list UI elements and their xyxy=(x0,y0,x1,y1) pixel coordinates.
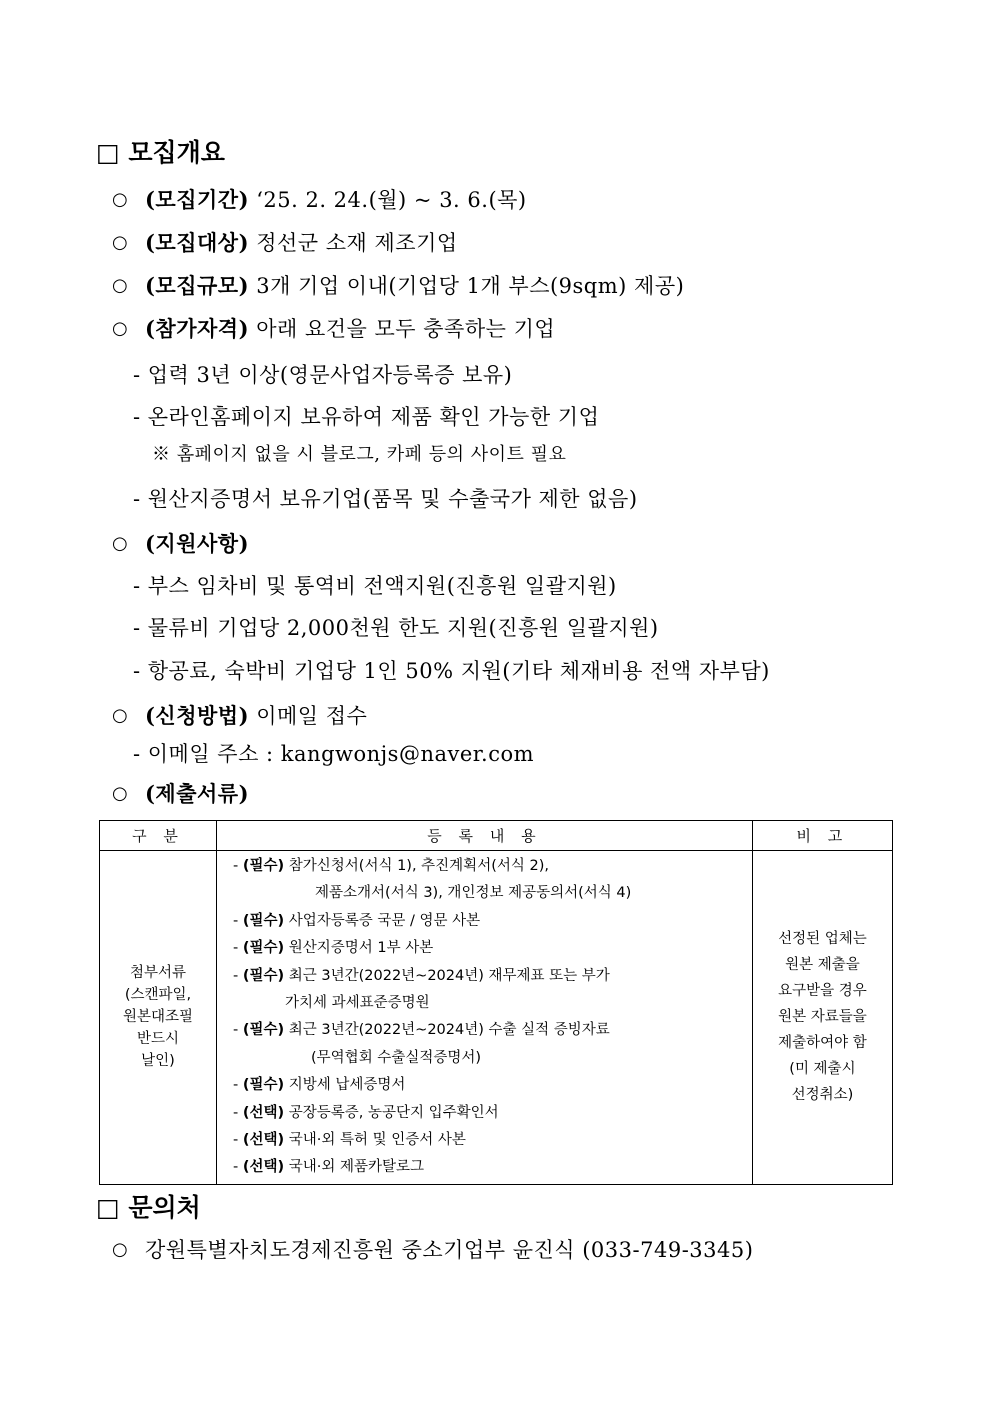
bullet-icon: ○ xyxy=(112,275,128,296)
section-heading-recruit: □ 모집개요 xyxy=(96,138,225,167)
bullet-icon: ○ xyxy=(112,318,128,339)
qualification-item: - 원산지증명서 보유기업(품목 및 수출국가 제한 없음) xyxy=(133,487,638,511)
bullet-icon: ○ xyxy=(112,783,128,804)
dash: - xyxy=(233,940,239,957)
apply-line xyxy=(145,702,367,730)
apply-label: (신청방법) xyxy=(145,703,250,728)
item-text: 원산지증명서 1부 사본 xyxy=(288,940,434,957)
category-text: (스캔파일, xyxy=(124,987,192,1004)
target-label: (모집대상) xyxy=(145,230,250,255)
list-item-cont: 가치세 과세표준증명원 xyxy=(285,995,430,1012)
note-text: 제출하여야 함 xyxy=(778,1035,867,1052)
apply-email: - 이메일 주소 : kangwonjs@naver.com xyxy=(133,742,535,766)
dash: - xyxy=(233,1159,239,1176)
docs-label: (제출서류) xyxy=(145,781,250,806)
bullet-icon: ○ xyxy=(112,705,128,726)
header-category: 구 분 xyxy=(100,821,217,851)
period-label: (모집기간) xyxy=(145,187,250,212)
list-item xyxy=(233,1072,752,1099)
category-text: 원본대조필 xyxy=(122,1009,194,1026)
list-item xyxy=(233,908,752,935)
note-text: (미 제출시 xyxy=(789,1061,856,1078)
period-value: ‘25. 2. 24.(월) ~ 3. 6.(목) xyxy=(256,188,527,212)
bullet-icon: ○ xyxy=(112,533,128,554)
category-text: 첨부서류 xyxy=(129,965,187,982)
scale-line xyxy=(145,272,684,300)
item-tag: (필수) xyxy=(242,967,285,984)
note-text: 선정된 업체는 xyxy=(778,931,867,948)
note-text: 선정취소) xyxy=(791,1087,854,1104)
qualification-item: - 온라인홈페이지 보유하여 제품 확인 가능한 기업 xyxy=(133,405,600,429)
list-item xyxy=(233,1154,752,1181)
qualification-value: 아래 요건을 모두 충족하는 기업 xyxy=(256,317,556,341)
list-item xyxy=(233,1127,752,1154)
category-cell xyxy=(100,851,217,1185)
qualification-item: - 업력 3년 이상(영문사업자등록증 보유) xyxy=(133,363,513,387)
qualification-label: (참가자격) xyxy=(145,316,250,341)
category-text: 반드시 xyxy=(136,1031,180,1048)
item-text: 국내·외 특허 및 인증서 사본 xyxy=(288,1132,466,1149)
scale-value: 3개 기업 이내(기업당 1개 부스(9sqm) 제공) xyxy=(256,274,685,298)
list-item xyxy=(233,1017,752,1044)
list-item xyxy=(233,935,752,962)
item-text: 최근 3년간(2022년~2024년) 수출 실적 증빙자료 xyxy=(288,1022,610,1039)
target-value: 정선군 소재 제조기업 xyxy=(256,231,458,255)
item-tag: (필수) xyxy=(242,940,285,957)
item-text: 사업자등록증 국문 / 영문 사본 xyxy=(288,912,481,929)
support-item: - 부스 임차비 및 통역비 전액지원(진흥원 일괄지원) xyxy=(133,574,617,598)
support-label: (지원사항) xyxy=(145,531,250,556)
item-tag: (필수) xyxy=(242,1077,285,1094)
scale-label: (모집규모) xyxy=(145,273,250,298)
category-text: 날인) xyxy=(141,1053,175,1070)
bullet-icon: ○ xyxy=(112,232,128,253)
dash: - xyxy=(233,858,239,874)
note-text: 원본 자료들을 xyxy=(778,1009,867,1026)
item-tag: (필수) xyxy=(242,858,285,874)
dash: - xyxy=(233,967,239,984)
list-item xyxy=(233,963,752,990)
header-content: 등 록 내 용 xyxy=(217,821,753,851)
item-tag: (선택) xyxy=(242,1104,285,1121)
bullet-icon: ○ xyxy=(112,189,128,210)
target-line xyxy=(145,229,458,257)
note-text: 원본 제출을 xyxy=(785,957,860,974)
dash: - xyxy=(233,1104,239,1121)
docs-line xyxy=(145,780,249,808)
header-note: 비 고 xyxy=(752,821,892,851)
dash: - xyxy=(233,1077,239,1094)
period-line xyxy=(145,186,527,214)
apply-value: 이메일 접수 xyxy=(256,704,368,728)
item-text: 최근 3년간(2022년~2024년) 재무제표 또는 부가 xyxy=(288,967,610,984)
section-heading-contact: □ 문의처 xyxy=(96,1193,201,1222)
dash: - xyxy=(233,1132,239,1149)
bullet-icon: ○ xyxy=(112,1239,128,1260)
dash: - xyxy=(233,912,239,929)
support-item: - 물류비 기업당 2,000천원 한도 지원(진흥원 일괄지원) xyxy=(133,616,659,640)
contact-line: 강원특별자치도경제진흥원 중소기업부 윤진식 (033-749-3345) xyxy=(145,1238,754,1262)
support-item: - 항공료, 숙박비 기업당 1인 50% 지원(기타 체재비용 전액 자부담) xyxy=(133,659,770,683)
table-header-row xyxy=(100,821,893,851)
item-text: 참가신청서(서식 1), 추진계획서(서식 2), xyxy=(288,858,549,874)
items-cell xyxy=(217,851,753,1185)
note-text: 요구받을 경우 xyxy=(778,983,867,1000)
item-text: 지방세 납세증명서 xyxy=(288,1077,406,1094)
qualification-note: ※ 홈페이지 없을 시 블로그, 카페 등의 사이트 필요 xyxy=(152,444,567,465)
list-item xyxy=(233,853,752,880)
item-tag: (필수) xyxy=(242,1022,285,1039)
item-tag: (필수) xyxy=(242,912,285,929)
item-tag: (선택) xyxy=(242,1132,285,1149)
item-text: 국내·외 제품카탈로그 xyxy=(288,1159,425,1176)
list-item-cont: 제품소개서(서식 3), 개인정보 제공동의서(서식 4) xyxy=(315,885,632,902)
documents-table xyxy=(99,820,893,1185)
item-tag: (선택) xyxy=(242,1159,285,1176)
support-line xyxy=(145,530,249,558)
note-cell xyxy=(752,851,892,1185)
dash: - xyxy=(233,1022,239,1039)
list-item xyxy=(233,1100,752,1127)
qualification-line xyxy=(145,315,555,343)
table-row xyxy=(100,851,893,1185)
list-item-cont: (무역협회 수출실적증명서) xyxy=(311,1049,482,1066)
item-text: 공장등록증, 농공단지 입주확인서 xyxy=(288,1104,499,1121)
